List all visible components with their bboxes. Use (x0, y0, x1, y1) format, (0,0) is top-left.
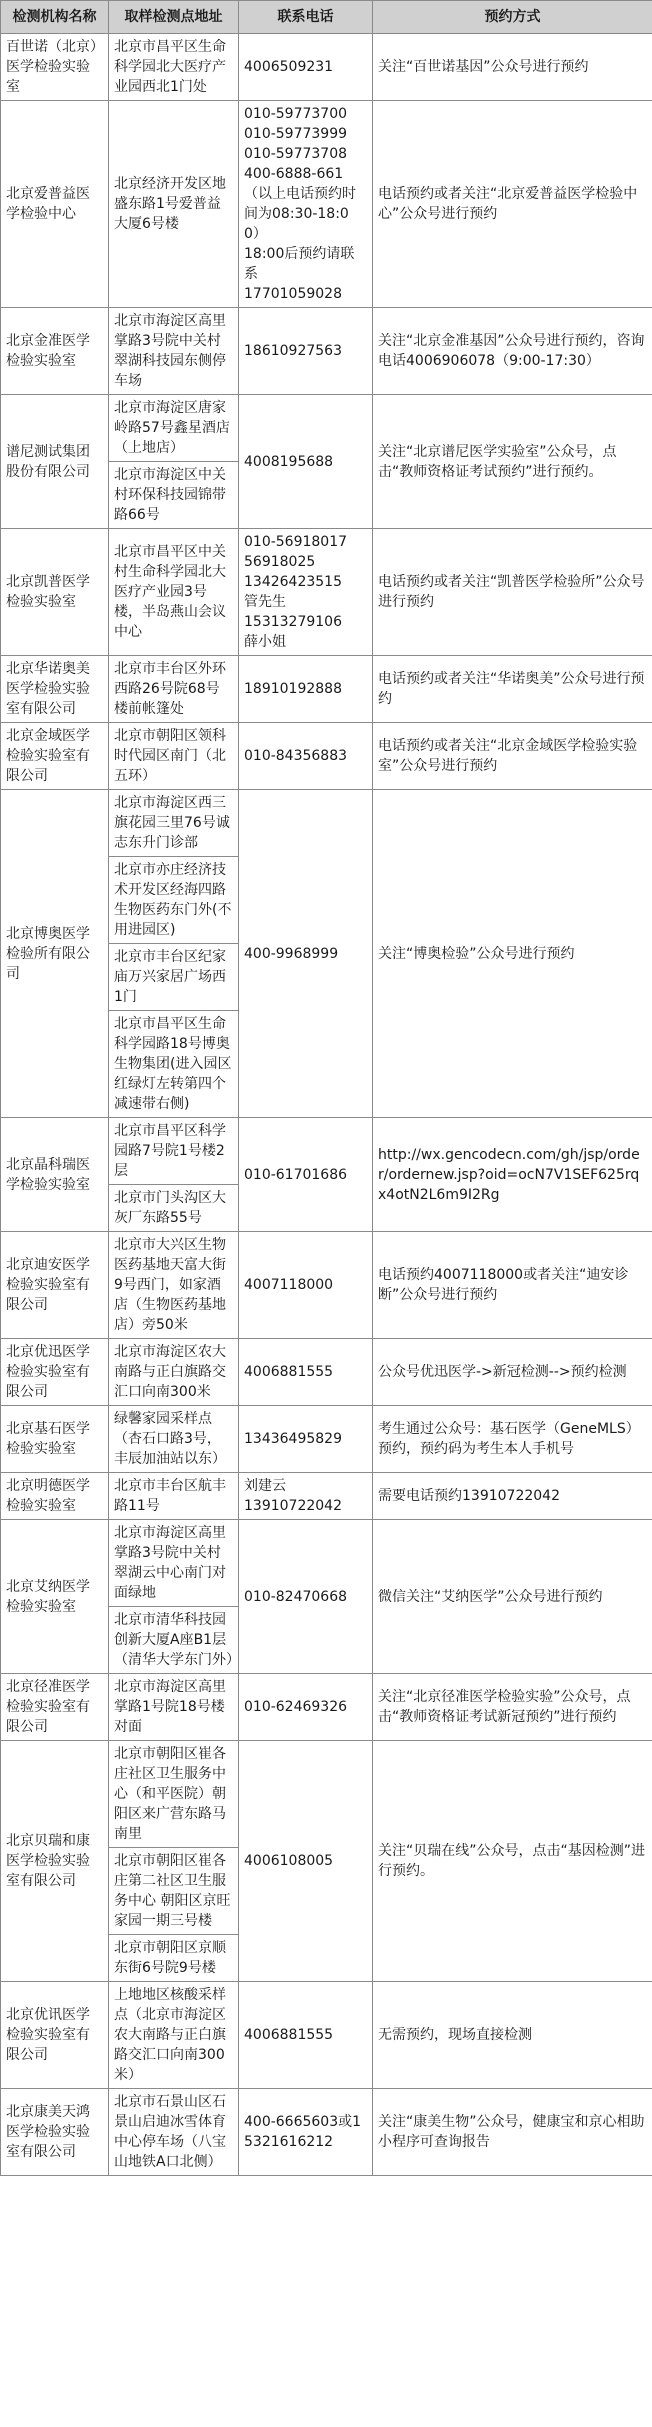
table-row (1, 529, 652, 656)
phone-cell: 010-59773700 010-59773999 010-59773708 400-6888-661 （以上电话预约时间为08:30-18:00） 18:00后预约请联系 17701059028 (239, 101, 373, 308)
org-name-cell: 谱尼测试集团股份有限公司 (1, 395, 109, 529)
booking-method-cell: 关注“康美生物”公众号，健康宝和京心相助小程序可查询报告 (373, 2089, 652, 2176)
booking-method-cell: 考生通过公众号：基石医学（GeneMLS）预约，预约码为考生本人手机号 (373, 1406, 652, 1473)
table-row (1, 1232, 652, 1339)
site-address-cell: 北京市石景山区石景山启迪冰雪体育中心停车场（八宝山地铁A口北侧） (109, 2089, 239, 2176)
site-address-cell: 北京市海淀区高里掌路3号院中关村翠湖科技园东侧停车场 (109, 308, 239, 395)
table-row (1, 1473, 652, 1520)
phone-cell: 400-9968999 (239, 790, 373, 1118)
header-method: 预约方式 (373, 1, 652, 34)
table-row (1, 790, 652, 857)
table-row (1, 1339, 652, 1406)
booking-method-cell: http://wx.gencodecn.com/gh/jsp/order/ordernew.jsp?oid=ocN7V1SEF625rqx4otN2L6m9I2Rg (373, 1118, 652, 1232)
table-row (1, 723, 652, 790)
site-address-cell: 上地地区核酸采样点（北京市海淀区农大南路与正白旗路交汇口向南300米） (109, 1982, 239, 2089)
site-address-cell: 北京市亦庄经济技术开发区经海四路生物医药东门外(不用进园区) (109, 857, 239, 944)
site-address-cell: 北京市门头沟区大灰厂东路55号 (109, 1185, 239, 1232)
phone-cell: 18610927563 (239, 308, 373, 395)
site-address-cell: 北京市丰台区航丰路11号 (109, 1473, 239, 1520)
org-name-cell: 北京华诺奥美医学检验实验室有限公司 (1, 656, 109, 723)
site-address-cell: 北京市丰台区外环西路26号院68号楼前帐篷处 (109, 656, 239, 723)
table-row (1, 34, 652, 101)
site-address-cell: 北京市昌平区中关村生命科学园北大医疗产业园3号楼，半岛燕山会议中心 (109, 529, 239, 656)
org-name-cell: 北京金准医学检验实验室 (1, 308, 109, 395)
site-address-cell: 北京市丰台区纪家庙万兴家居广场西1门 (109, 944, 239, 1011)
site-address-cell: 北京市昌平区生命科学园路18号博奥生物集团(进入园区红绿灯左转第四个减速带右侧) (109, 1011, 239, 1118)
org-name-cell: 北京博奥医学检验所有限公司 (1, 790, 109, 1118)
site-address-cell: 北京市昌平区生命科学园北大医疗产业园西北1门处 (109, 34, 239, 101)
site-address-cell: 北京经济开发区地盛东路1号爱普益大厦6号楼 (109, 101, 239, 308)
table-row (1, 2089, 652, 2176)
table-row (1, 1982, 652, 2089)
phone-cell: 4006881555 (239, 1339, 373, 1406)
booking-method-cell: 关注“贝瑞在线”公众号，点击“基因检测”进行预约。 (373, 1741, 652, 1982)
table-row (1, 1406, 652, 1473)
booking-method-cell: 微信关注“艾纳医学”公众号进行预约 (373, 1520, 652, 1674)
org-name-cell: 北京基石医学检验实验室 (1, 1406, 109, 1473)
org-name-cell: 北京金域医学检验实验室有限公司 (1, 723, 109, 790)
org-name-cell: 北京凯普医学检验实验室 (1, 529, 109, 656)
booking-method-cell: 电话预约或者关注“北京爱普益医学检验中心”公众号进行预约 (373, 101, 652, 308)
org-name-cell: 北京径准医学检验实验室有限公司 (1, 1674, 109, 1741)
phone-cell: 010-84356883 (239, 723, 373, 790)
booking-method-cell: 关注“博奥检验”公众号进行预约 (373, 790, 652, 1118)
phone-cell: 4006881555 (239, 1982, 373, 2089)
table-row (1, 1741, 652, 1848)
site-address-cell: 北京市海淀区唐家岭路57号鑫星酒店（上地店） (109, 395, 239, 462)
booking-method-cell: 电话预约或者关注“华诺奥美”公众号进行预约 (373, 656, 652, 723)
site-address-cell: 绿馨家园采样点（杏石口路3号，丰辰加油站以东） (109, 1406, 239, 1473)
org-name-cell: 北京迪安医学检验实验室有限公司 (1, 1232, 109, 1339)
table-row (1, 395, 652, 462)
org-name-cell: 北京晶科瑞医学检验实验室 (1, 1118, 109, 1232)
table-row (1, 1520, 652, 1607)
phone-cell: 刘建云 13910722042 (239, 1473, 373, 1520)
table-row (1, 101, 652, 308)
booking-method-cell: 电话预约或者关注“凯普医学检验所”公众号进行预约 (373, 529, 652, 656)
phone-cell: 4007118000 (239, 1232, 373, 1339)
header-phone: 联系电话 (239, 1, 373, 34)
booking-method-cell: 关注“北京金准基因”公众号进行预约，咨询电话4006906078（9:00-17:30） (373, 308, 652, 395)
site-address-cell: 北京市海淀区高里掌路3号院中关村翠湖云中心南门对面绿地 (109, 1520, 239, 1607)
phone-cell: 400-6665603或15321616212 (239, 2089, 373, 2176)
org-name-cell: 北京明德医学检验实验室 (1, 1473, 109, 1520)
site-address-cell: 北京市昌平区科学园路7号院1号楼2层 (109, 1118, 239, 1185)
site-address-cell: 北京市海淀区农大南路与正白旗路交汇口向南300米 (109, 1339, 239, 1406)
table-header-row (1, 1, 652, 34)
org-name-cell: 北京贝瑞和康医学检验实验室有限公司 (1, 1741, 109, 1982)
booking-method-cell: 电话预约4007118000或者关注“迪安诊断”公众号进行预约 (373, 1232, 652, 1339)
phone-cell: 010-62469326 (239, 1674, 373, 1741)
table-row (1, 1674, 652, 1741)
booking-method-cell: 电话预约或者关注“北京金域医学检验实验室”公众号进行预约 (373, 723, 652, 790)
header-org: 检测机构名称 (1, 1, 109, 34)
header-address: 取样检测点地址 (109, 1, 239, 34)
site-address-cell: 北京市朝阳区京顺东街6号院9号楼 (109, 1935, 239, 1982)
phone-cell: 010-61701686 (239, 1118, 373, 1232)
table-row (1, 656, 652, 723)
site-address-cell: 北京市海淀区高里掌路1号院18号楼对面 (109, 1674, 239, 1741)
phone-cell: 010-82470668 (239, 1520, 373, 1674)
phone-cell: 18910192888 (239, 656, 373, 723)
org-name-cell: 北京艾纳医学检验实验室 (1, 1520, 109, 1674)
org-name-cell: 北京优讯医学检验实验室有限公司 (1, 1982, 109, 2089)
phone-cell: 13436495829 (239, 1406, 373, 1473)
phone-cell: 4006509231 (239, 34, 373, 101)
booking-method-cell: 公众号优迅医学->新冠检测-->预约检测 (373, 1339, 652, 1406)
org-name-cell: 北京爱普益医学检验中心 (1, 101, 109, 308)
booking-method-cell: 关注“北京径准医学检验实验”公众号，点击“教师资格证考试新冠预约”进行预约 (373, 1674, 652, 1741)
org-name-cell: 北京康美天鸿医学检验实验室有限公司 (1, 2089, 109, 2176)
table-row (1, 1118, 652, 1185)
site-address-cell: 北京市海淀区中关村环保科技园锦带路66号 (109, 462, 239, 529)
booking-method-cell: 关注“百世诺基因”公众号进行预约 (373, 34, 652, 101)
booking-method-cell: 无需预约，现场直接检测 (373, 1982, 652, 2089)
site-address-cell: 北京市清华科技园创新大厦A座B1层（清华大学东门外） (109, 1607, 239, 1674)
booking-method-cell: 关注“北京谱尼医学实验室”公众号，点击“教师资格证考试预约”进行预约。 (373, 395, 652, 529)
booking-method-cell: 需要电话预约13910722042 (373, 1473, 652, 1520)
phone-cell: 4008195688 (239, 395, 373, 529)
site-address-cell: 北京市朝阳区领科时代园区南门（北五环） (109, 723, 239, 790)
table-body (1, 34, 652, 2176)
site-address-cell: 北京市大兴区生物医药基地天富大街9号西门，如家酒店（生物医药基地店）旁50米 (109, 1232, 239, 1339)
phone-cell: 010-56918017 56918025 13426423515 管先生 15313279106 薛小姐 (239, 529, 373, 656)
table-row (1, 308, 652, 395)
org-name-cell: 百世诺（北京）医学检验实验室 (1, 34, 109, 101)
site-address-cell: 北京市朝阳区崔各庄第二社区卫生服务中心 朝阳区京旺家园一期三号楼 (109, 1848, 239, 1935)
site-address-cell: 北京市海淀区西三旗花园三里76号诚志东升门诊部 (109, 790, 239, 857)
phone-cell: 4006108005 (239, 1741, 373, 1982)
org-name-cell: 北京优迅医学检验实验室有限公司 (1, 1339, 109, 1406)
site-address-cell: 北京市朝阳区崔各庄社区卫生服务中心（和平医院）朝阳区来广营东路马南里 (109, 1741, 239, 1848)
